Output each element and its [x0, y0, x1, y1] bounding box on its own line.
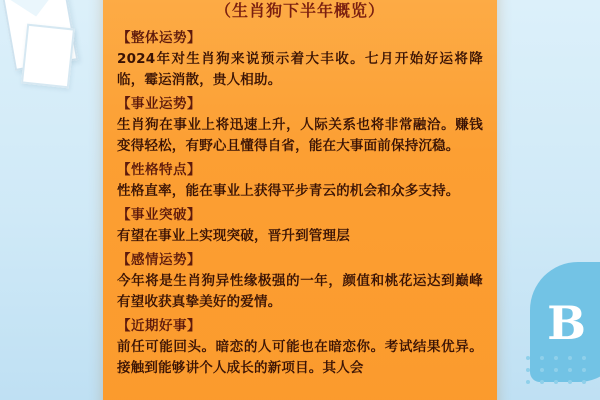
- section-list: [117, 27, 483, 379]
- section-heading: 【性格特点】: [117, 162, 201, 178]
- dot-pattern-icon: [524, 354, 594, 394]
- section-heading: 【感情运势】: [117, 252, 201, 268]
- blob-letter: B: [547, 296, 586, 350]
- section-heading: 【事业突破】: [117, 207, 201, 223]
- section-body: 性格直率，能在事业上获得平步青云的机会和众多支持。: [117, 183, 460, 199]
- section-heading: 【整体运势】: [117, 30, 201, 46]
- paper-sheet-icon: [21, 24, 75, 89]
- section-body: 生肖狗在事业上将迅速上升，人际关系也将非常融洽。赚钱变得轻松，有野心且懂得自省，能在大事面前保持沉稳。: [117, 117, 483, 154]
- section-heading: 【近期好事】: [117, 318, 201, 334]
- section-heading: 【事业运势】: [117, 96, 201, 112]
- section-love-fortune: [117, 249, 483, 313]
- section-career-breakthrough: [117, 204, 483, 247]
- section-recent-good-news: [117, 315, 483, 379]
- section-overall: [117, 27, 483, 91]
- section-body: 有望在事业上实现突破，晋升到管理层: [117, 228, 350, 244]
- page-title: （生肖狗下半年概览）: [214, 1, 385, 20]
- fortune-card: [103, 0, 497, 400]
- section-body: 今年将是生肖狗异性缘极强的一年，颜值和桃花运达到巅峰有望收获真挚美好的爱情。: [117, 273, 483, 310]
- section-career-fortune: [117, 93, 483, 157]
- section-body: 2024年对生肖狗来说预示着大丰收。七月开始好运将降临，霉运消散，贵人相助。: [117, 51, 483, 88]
- section-body: 前任可能回头。暗恋的人可能也在暗恋你。考试结果优异。接触到能够讲个人成长的新项目。其人会: [117, 339, 483, 376]
- section-personality: [117, 159, 483, 202]
